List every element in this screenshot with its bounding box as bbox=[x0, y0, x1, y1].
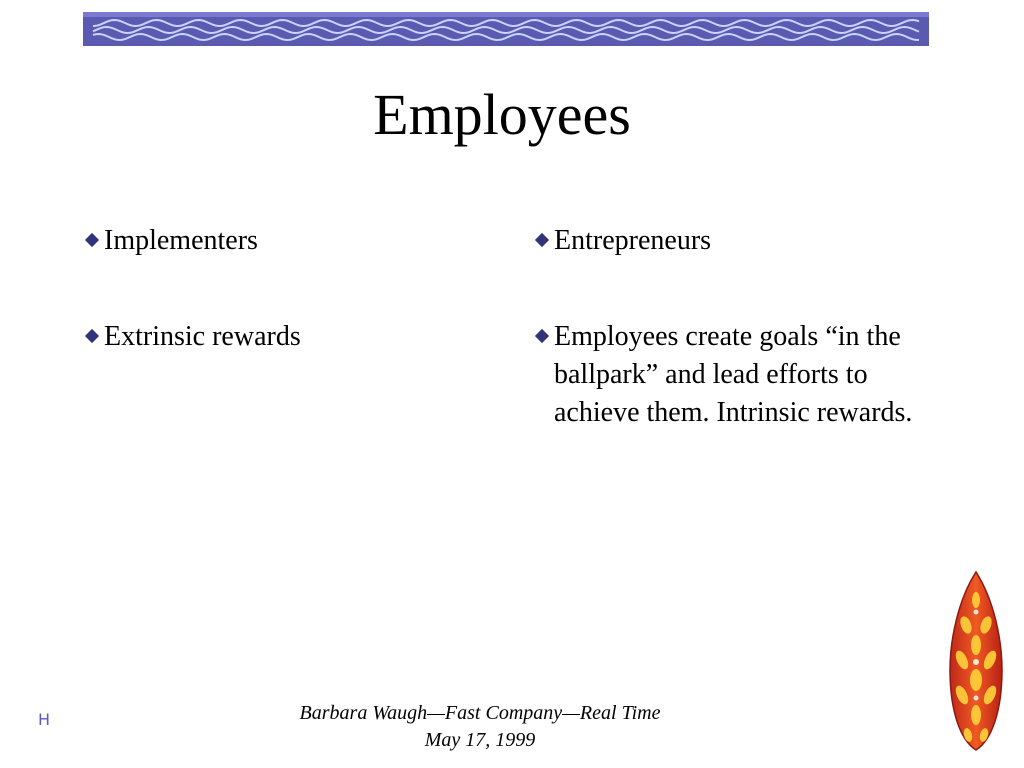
diamond-bullet-icon bbox=[532, 318, 554, 356]
footer-line-2: May 17, 1999 bbox=[424, 729, 536, 751]
surfboard-icon bbox=[948, 570, 1004, 752]
bullet-item-extrinsic-rewards bbox=[82, 318, 482, 356]
right-column bbox=[532, 222, 932, 490]
diamond-bullet-icon bbox=[532, 222, 554, 260]
diamond-bullet-icon bbox=[82, 222, 104, 260]
page-title: Employees bbox=[373, 82, 631, 147]
bullet-item-employees-create-goals bbox=[532, 318, 932, 432]
bullet-text: Extrinsic rewards bbox=[104, 321, 301, 352]
bullet-text: Entrepreneurs bbox=[554, 225, 712, 256]
footer-citation bbox=[250, 700, 710, 754]
left-column bbox=[82, 222, 482, 414]
footer-line-1: Barbara Waugh—Fast Company—Real Time bbox=[299, 702, 661, 724]
corner-mark: H bbox=[38, 710, 51, 729]
diamond-bullet-icon bbox=[82, 318, 104, 356]
bullet-text: Employees create goals “in the ballpark” and lead efforts to achieve them. Intrinsic rewards. bbox=[554, 321, 913, 428]
wave-banner bbox=[83, 12, 929, 46]
bullet-item-entrepreneurs bbox=[532, 222, 932, 260]
bullet-text: Implementers bbox=[104, 225, 258, 256]
bullet-item-implementers bbox=[82, 222, 482, 260]
